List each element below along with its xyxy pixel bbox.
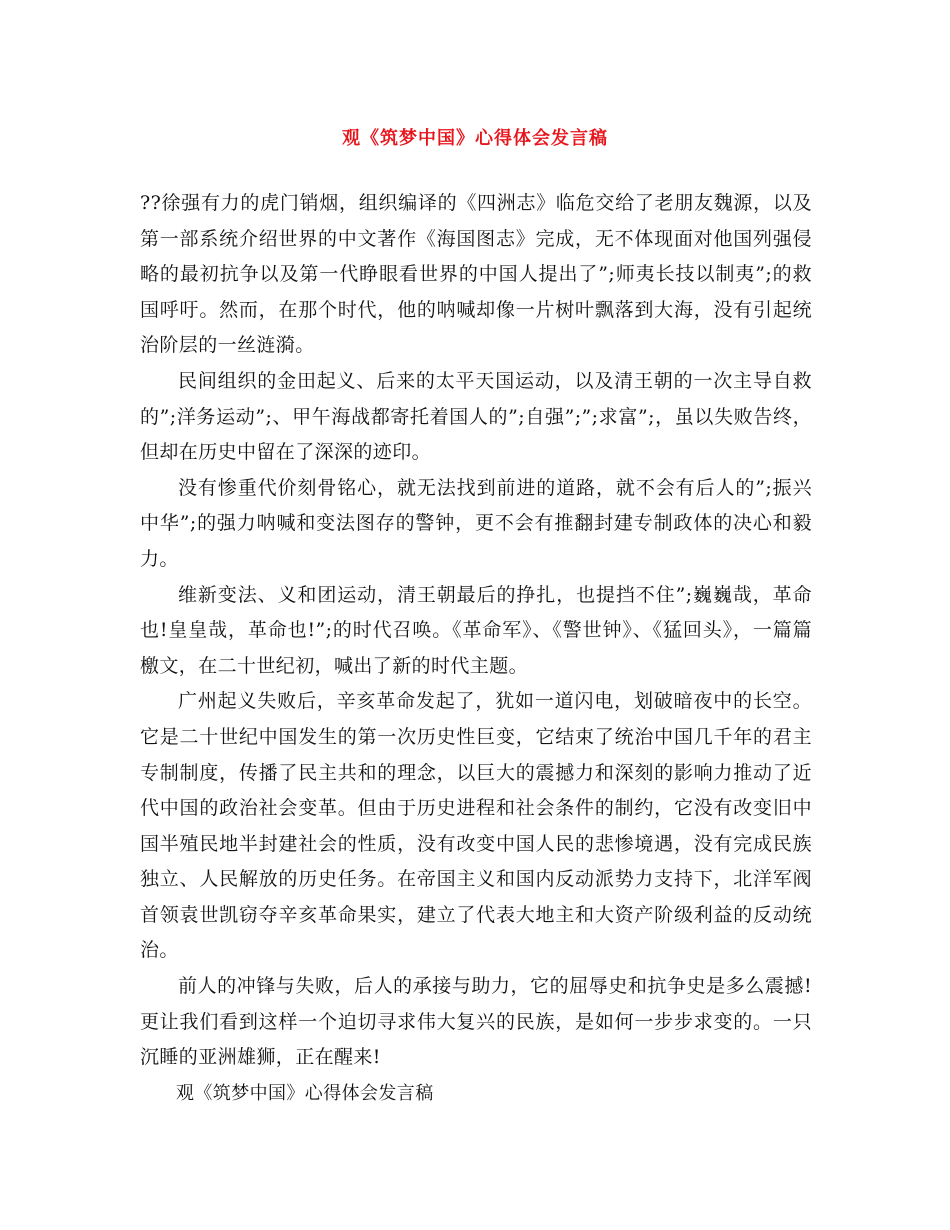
paragraph-1: ??徐强有力的虎门销烟，组织编译的《四洲志》临危交给了老朋友魏源，以及第一部系统介绍世界的中文著作《海国图志》完成，无不体现面对他国列强侵略的最初抗争以及第一代睁眼看世界的中国人提出了”;师夷长技以制夷”;的救国呼吁。然而，在那个时代，他的呐喊却像一片树叶飘落到大海，没有引起统治阶层的一丝涟漪。: [140, 192, 812, 357]
paragraph-2: 民间组织的金田起义、后来的太平天国运动，以及清王朝的一次主导自救的”;洋务运动”;、甲午海战都寄托着国人的”;自强”;”;求富”;，虽以失败告终，但却在历史中留在了深深的迹印。: [140, 369, 812, 464]
paragraph-3: 没有惨重代价刻骨铭心，就无法找到前进的道路，就不会有后人的”;振兴中华”;的强力呐喊和变法图存的警钟，更不会有推翻封建专制政体的决心和毅力。: [140, 476, 812, 570]
paragraph-4: 维新变法、义和团运动，清王朝最后的挣扎，也提挡不住”;巍巍哉，革命也!皇皇哉，革命也!”;的时代召唤。《革命军》、《警世钟》、《猛回头》，一篇篇檄文，在二十世纪初，喊出了新的时代主题。: [140, 583, 812, 677]
footer-title: 观《筑梦中国》心得体会发言稿: [176, 1082, 434, 1104]
paragraph-6: 前人的冲锋与失败，后人的承接与助力，它的屈辱史和抗争史是多么震撼!更让我们看到这样一个迫切寻求伟大复兴的民族，是如何一步步求变的。一只沉睡的亚洲雄狮，正在醒来!: [140, 975, 812, 1069]
paragraph-5: 广州起义失败后，辛亥革命发起了，犹如一道闪电，划破暗夜中的长空。它是二十世纪中国发生的第一次历史性巨变，它结束了统治中国几千年的君主专制制度，传播了民主共和的理念，以巨大的震撼力和深刻的影响力推动了近代中国的政治社会变革。但由于历史进程和社会条件的制约，它没有改变旧中国半殖民地半封建社会的性质，没有改变中国人民的悲惨境遇，没有完成民族独立、人民解放的历史任务。在帝国主义和国内反动派势力支持下，北洋军阀首领袁世凯窃夺辛亥革命果实，建立了代表大地主和大资产阶级利益的反动统治。: [140, 690, 812, 962]
document-title: 观《筑梦中国》心得体会发言稿: [342, 128, 608, 149]
document-body: [140, 186, 812, 1111]
